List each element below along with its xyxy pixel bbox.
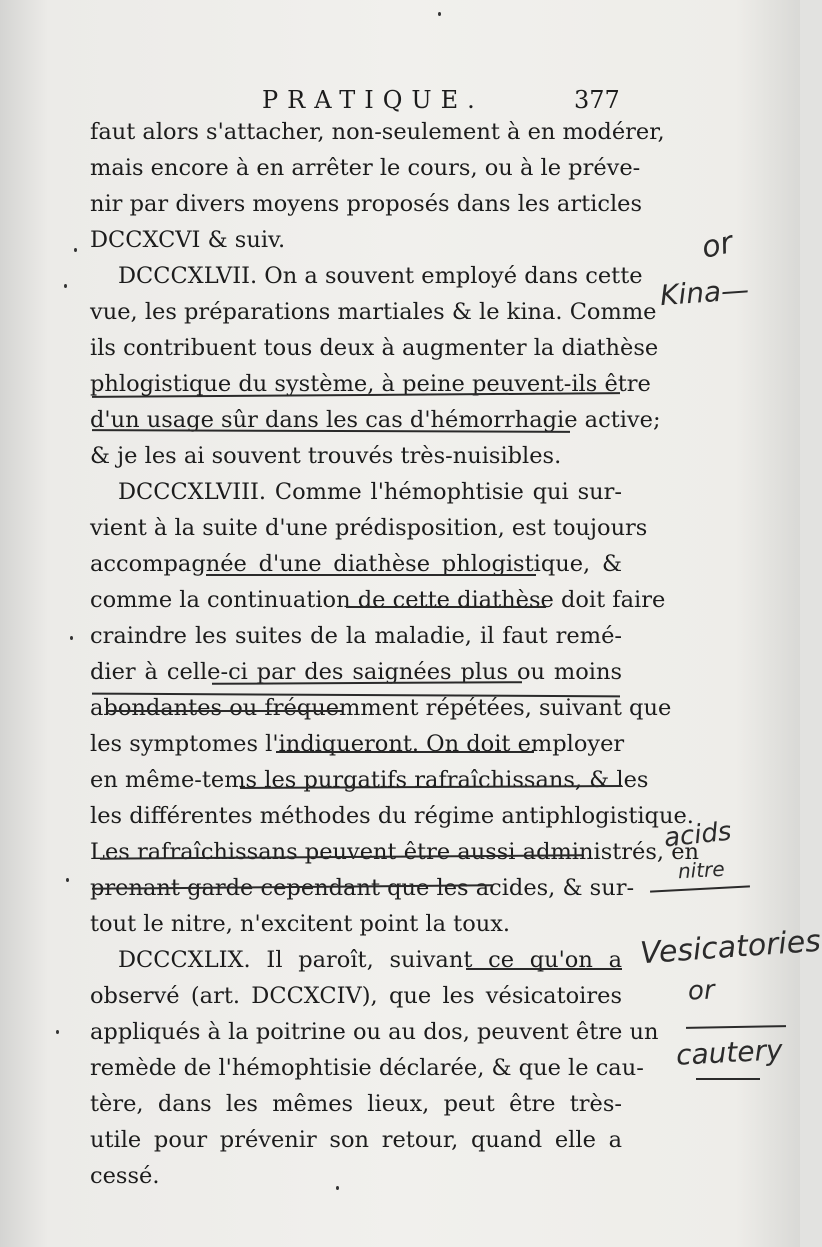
text-line: les symptomes l'indiqueront. On doit employer xyxy=(90,731,625,757)
handwritten-underline xyxy=(206,574,536,576)
text-line: mais encore à en arrêter le cours, ou à le préve- xyxy=(90,155,641,181)
handwritten-underline xyxy=(466,968,622,970)
text-line: cessé. xyxy=(90,1163,160,1189)
text-line: Les rafraîchissans peuvent être aussi administrés, en xyxy=(90,839,700,865)
marginal-note: or xyxy=(687,975,716,1007)
paragraph-start: DCCCXLVIII. Comme l'hémophtisie qui sur- xyxy=(118,479,622,505)
marginal-note: Kina— xyxy=(658,272,751,313)
marginal-note: nitre xyxy=(677,856,726,884)
marginal-stroke xyxy=(650,885,750,892)
text-line: faut alors s'attacher, non-seulement à en modérer, xyxy=(90,119,665,145)
paragraph-start: DCCCXLIX. Il paroît, suivant ce qu'on a xyxy=(118,947,622,973)
text-line: les différentes méthodes du régime antiphlogistique. xyxy=(90,803,694,829)
handwritten-underline xyxy=(106,710,342,712)
text-line: utile pour prévenir son retour, quand elle a xyxy=(90,1127,622,1153)
text-line: craindre les suites de la maladie, il faut remé- xyxy=(90,623,622,649)
text-line: remède de l'hémophtisie déclarée, & que le cau- xyxy=(90,1055,644,1081)
text-line: dier à celle-ci par des saignées plus ou moins xyxy=(90,659,622,685)
handwritten-underline xyxy=(346,606,546,608)
paper-speck xyxy=(438,12,441,16)
text-line: en même-tems les purgatifs rafraîchissans, & les xyxy=(90,767,649,793)
text-line: nir par divers moyens proposés dans les articles xyxy=(90,191,642,217)
paper-speck xyxy=(74,248,77,252)
text-line: appliqués à la poitrine ou au dos, peuvent être un xyxy=(90,1019,659,1045)
marginal-stroke xyxy=(696,1078,760,1080)
paper-speck xyxy=(64,284,67,288)
text-line: comme la continuation de cette diathèse doit faire xyxy=(90,587,666,613)
text-line: abondantes ou fréquemment répétées, suivant que xyxy=(90,695,672,721)
text-line: vue, les préparations martiales & le kina. Comme xyxy=(90,299,657,325)
text-line: tout le nitre, n'excitent point la toux. xyxy=(90,911,511,937)
running-head: PRATIQUE. xyxy=(262,86,484,114)
text-line: accompagnée d'une diathèse phlogistique, & xyxy=(90,551,622,577)
paragraph-start: DCCCXLVII. On a souvent employé dans cette xyxy=(118,263,643,289)
paper-speck xyxy=(336,1186,339,1190)
text-line: vient à la suite d'une prédisposition, est toujours xyxy=(90,515,648,541)
marginal-stroke xyxy=(686,1025,786,1029)
text-line: d'un usage sûr dans les cas d'hémorrhagie active; xyxy=(90,407,661,433)
page-number: 377 xyxy=(574,86,620,114)
text-line: observé (art. DCCXCIV), que les vésicatoires xyxy=(90,983,622,1009)
paper-speck xyxy=(66,878,69,882)
text-line: tère, dans les mêmes lieux, peut être très- xyxy=(90,1091,622,1117)
marginal-note: or xyxy=(698,225,737,266)
handwritten-underline xyxy=(276,751,534,753)
text-line: & je les ai souvent trouvés très-nuisibles. xyxy=(90,443,562,469)
paper-speck xyxy=(56,1030,59,1034)
marginal-note: cautery xyxy=(675,1033,784,1072)
paper-speck xyxy=(70,636,73,640)
marginal-note: acids xyxy=(662,816,733,854)
text-line: phlogistique du système, à peine peuvent-ils être xyxy=(90,371,651,397)
text-line: DCCXCVI & suiv. xyxy=(90,227,286,253)
text-line: prenant garde cependant que les acides, & sur- xyxy=(90,875,635,901)
marginal-note: Vesicatories xyxy=(638,923,822,972)
text-line: ils contribuent tous deux à augmenter la diathèse xyxy=(90,335,659,361)
